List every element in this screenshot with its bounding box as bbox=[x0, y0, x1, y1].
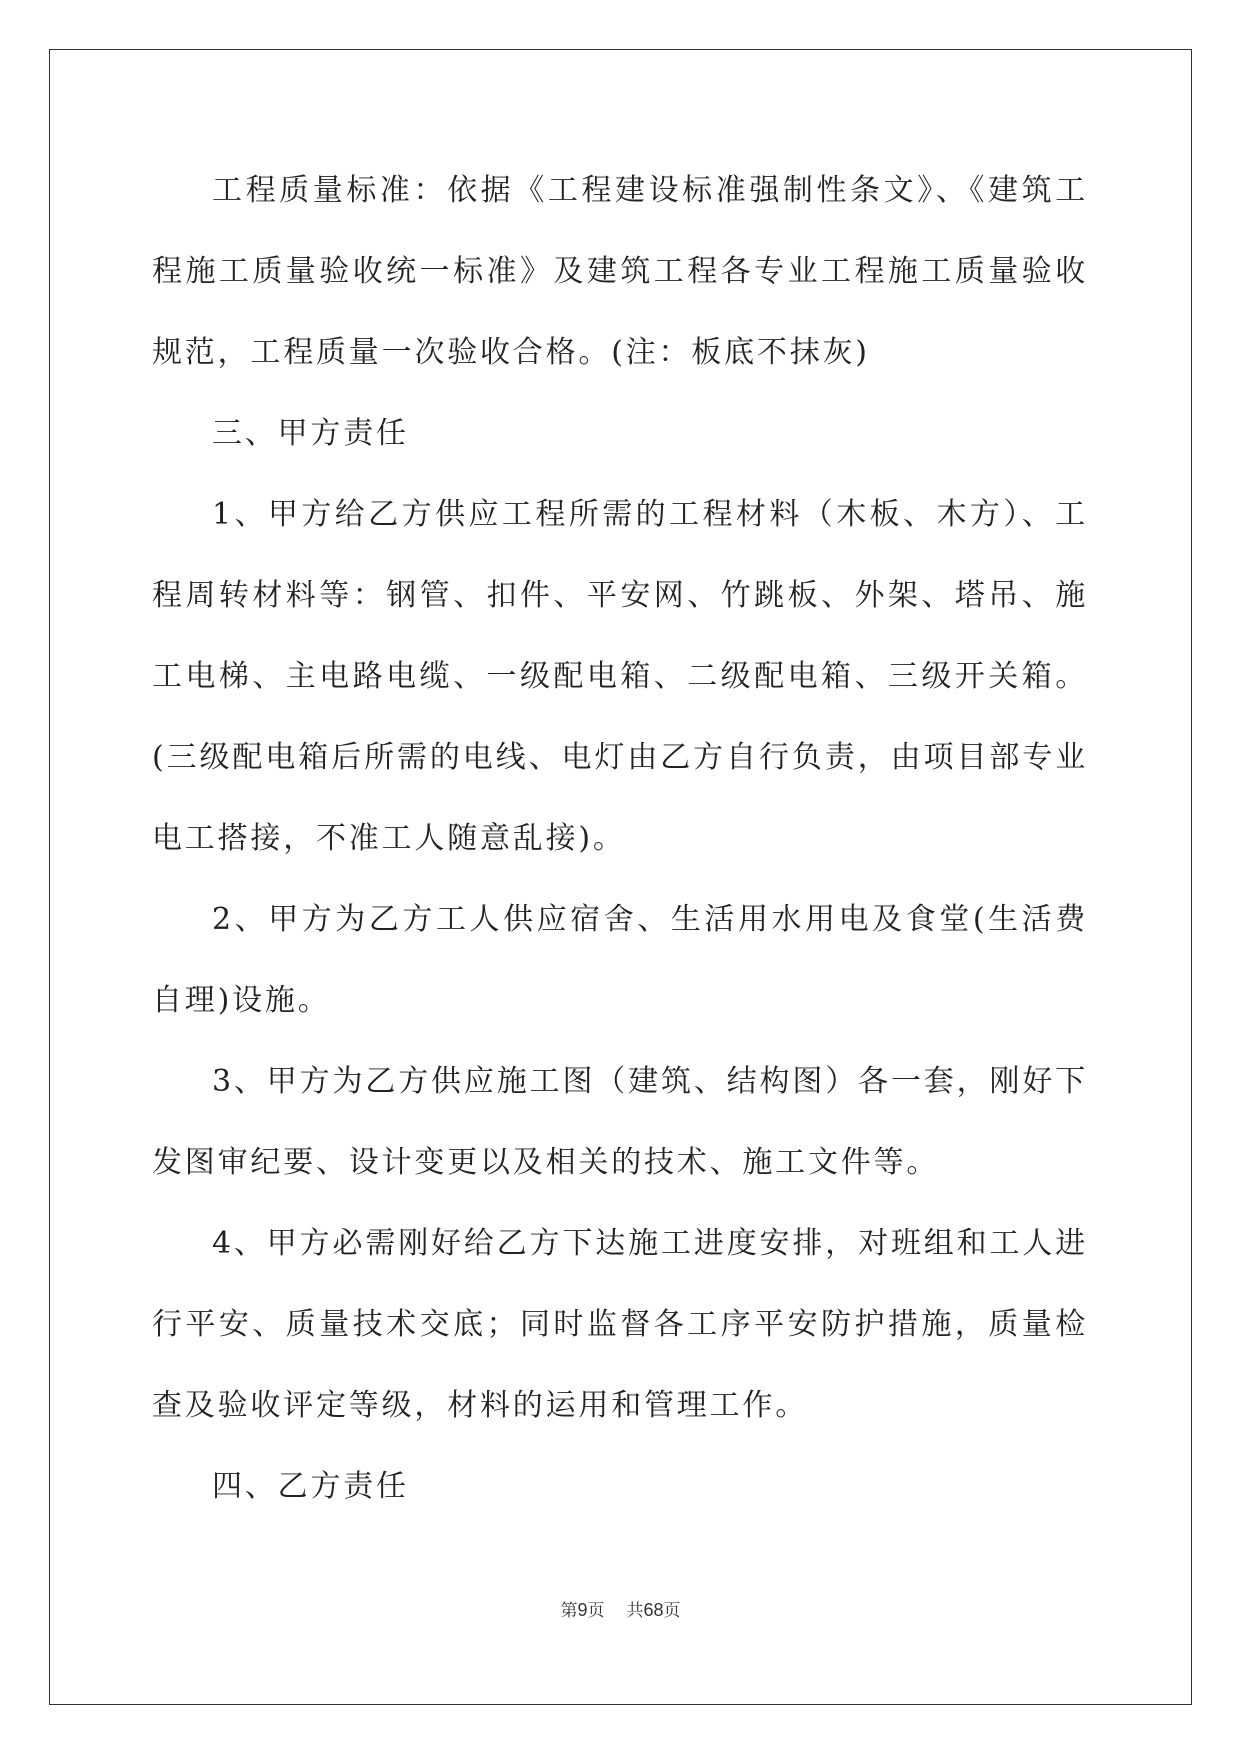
footer-total-suffix: 页 bbox=[663, 1601, 681, 1621]
footer-page-prefix: 第 bbox=[560, 1601, 578, 1621]
page-footer bbox=[49, 1596, 1192, 1621]
document-body bbox=[152, 150, 1088, 1527]
paragraph-quality-standard: 工程质量标准：依据《工程建设标准强制性条文》、《建筑工程施工质量验收统一标准》及建筑工程各专业工程施工质量验收规范，工程质量一次验收合格。(注：板底不抹灰) bbox=[152, 173, 1088, 370]
heading-party-a-responsibilities: 三、甲方责任 bbox=[212, 416, 409, 451]
footer-page-number: 9 bbox=[577, 1600, 588, 1620]
paragraph-party-a-item-3: 3、甲方为乙方供应施工图（建筑、结构图）各一套，刚好下发图审纪要、设计变更以及相关的技术、施工文件等。 bbox=[152, 1064, 1088, 1180]
paragraph-party-a-item-2: 2、甲方为乙方工人供应宿舍、生活用水用电及食堂(生活费自理)设施。 bbox=[152, 902, 1088, 1018]
paragraph-party-a-item-1: 1、甲方给乙方供应工程所需的工程材料（木板、木方）、工程周转材料等：钢管、扣件、平安网、竹跳板、外架、塔吊、施工电梯、主电路电缆、一级配电箱、二级配电箱、三级开关箱。(三级配电箱后所需的电线、电灯由乙方自行负责，由项目部专业电工搭接，不准工人随意乱接)。 bbox=[152, 497, 1088, 856]
heading-party-b-responsibilities: 四、乙方责任 bbox=[212, 1469, 409, 1504]
footer-total-prefix: 共 bbox=[626, 1601, 644, 1621]
footer-page-suffix: 页 bbox=[587, 1601, 605, 1621]
paragraph-party-a-item-4: 4、甲方必需刚好给乙方下达施工进度安排，对班组和工人进行平安、质量技术交底；同时监督各工序平安防护措施，质量检查及验收评定等级，材料的运用和管理工作。 bbox=[152, 1226, 1088, 1423]
footer-total-pages: 68 bbox=[643, 1600, 664, 1620]
